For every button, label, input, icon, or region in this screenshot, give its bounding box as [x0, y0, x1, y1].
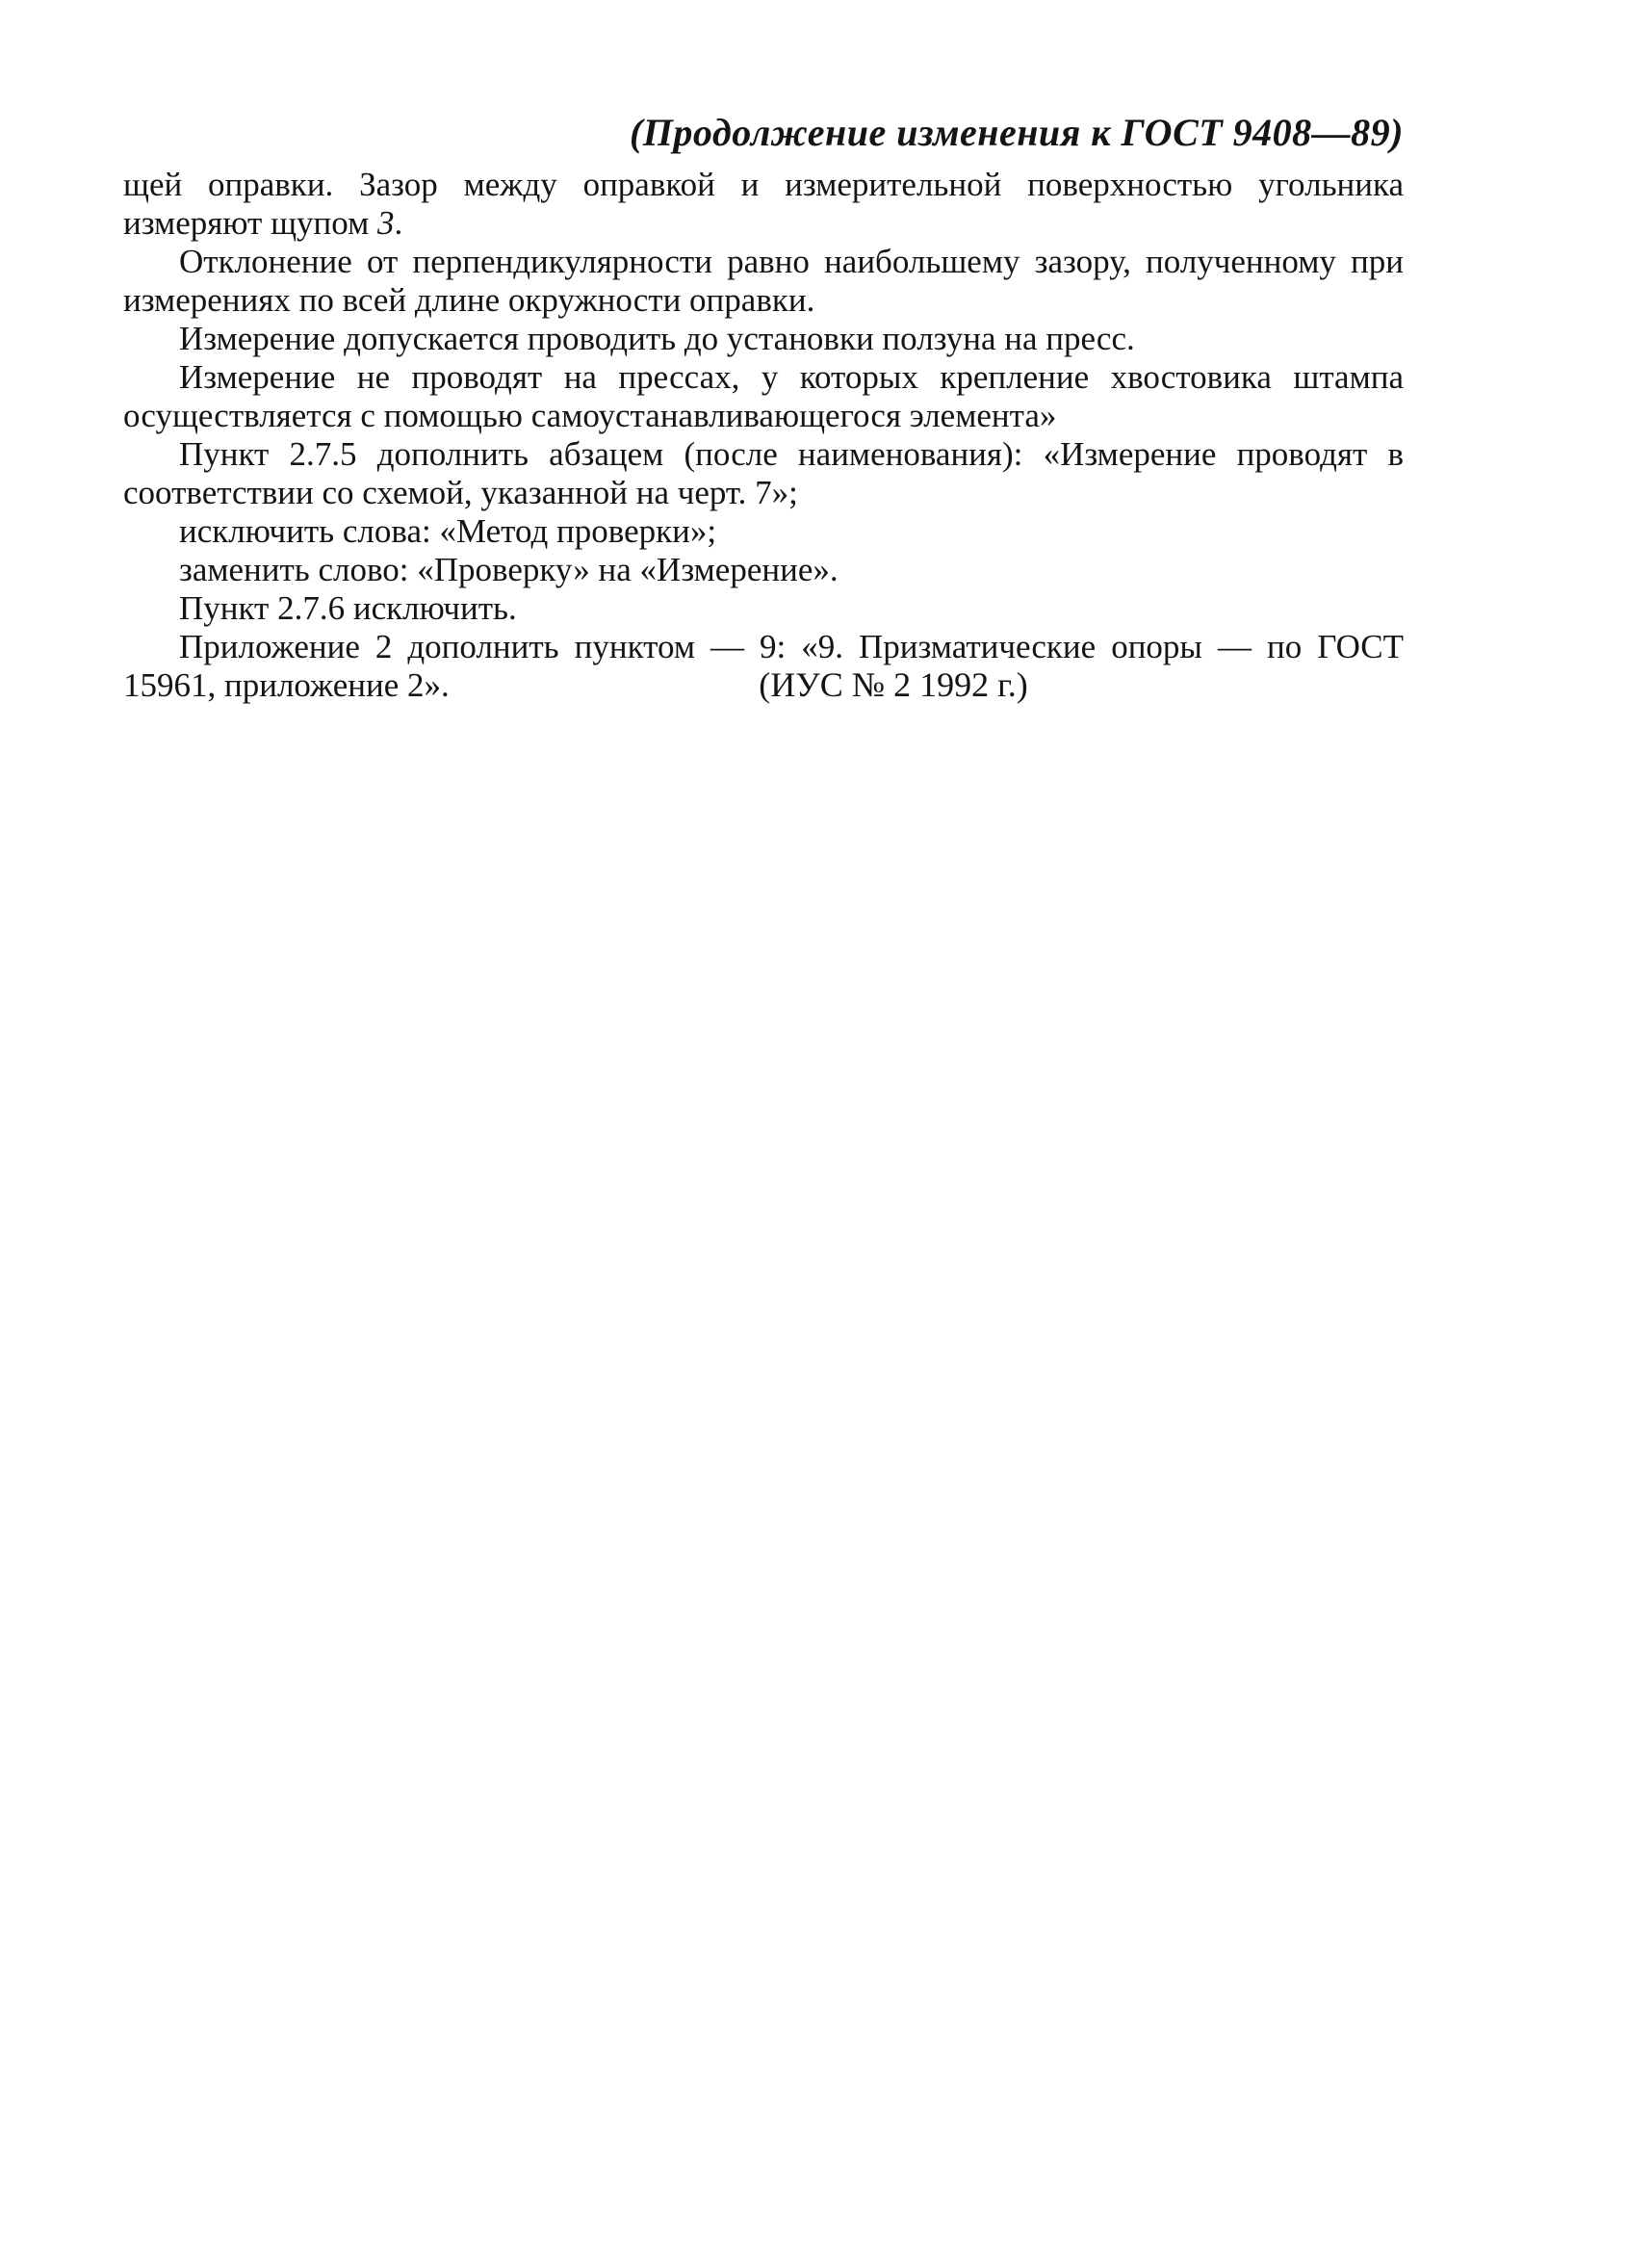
page-footer-reference: (ИУС № 2 1992 г.) [759, 665, 1028, 704]
paragraph-7: заменить слово: «Проверку» на «Измерение». [179, 551, 839, 588]
paragraph-1-text: щей оправки. Зазор между оправкой и измерительной поверхностью угольника измеряют щупом [123, 166, 1404, 242]
paragraph-5: Пункт 2.7.5 дополнить абзацем (после наименования): «Измерение проводят в соответствии со схемой, указанной на черт. 7»; [123, 435, 1404, 511]
paragraph-9: Приложение 2 дополнить пунктом — 9: «9. Призматические опоры — по ГОСТ 15961, приложение 2». [123, 628, 1404, 704]
body-text [123, 166, 1404, 705]
page-header: (Продолжение изменения к ГОСТ 9408—89) [629, 111, 1404, 154]
paragraph-3: Измерение допускается проводить до установки ползуна на пресс. [179, 320, 1135, 357]
paragraph-2: Отклонение от перпендикулярности равно наибольшему зазору, полученному при измерениях по всей длине окружности оправки. [123, 243, 1404, 319]
paragraph-1-tail: . [394, 204, 403, 242]
paragraph-1-italic: 3 [377, 204, 395, 242]
paragraph-4: Измерение не проводят на прессах, у которых крепление хвостовика штампа осуществляется с помощью самоустанавливающегося элемента» [123, 358, 1404, 434]
paragraph-1 [123, 166, 1404, 243]
paragraph-8: Пункт 2.7.6 исключить. [179, 589, 517, 627]
paragraph-6: исключить слова: «Метод проверки»; [179, 512, 717, 550]
